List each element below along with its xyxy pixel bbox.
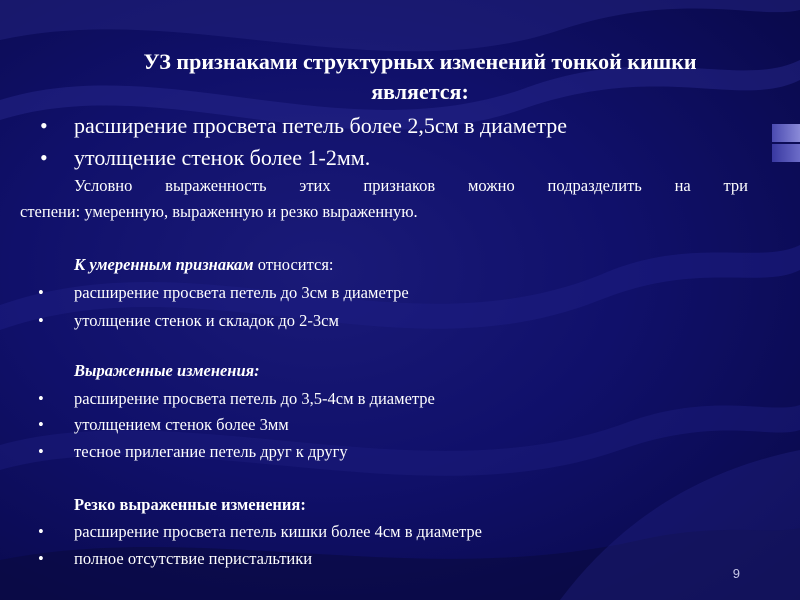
bullet-icon: • xyxy=(38,311,44,330)
pronounced-item-text: тесное прилегание петель друг к другу xyxy=(74,442,348,461)
bullet-icon: • xyxy=(40,113,48,138)
pronounced-heading xyxy=(74,360,260,382)
moderate-item-text: утолщение стенок и складок до 2-3см xyxy=(74,311,339,330)
slide-title-line-2: является: xyxy=(371,79,469,104)
moderate-heading-rest: относится: xyxy=(253,255,334,274)
bullet-icon: • xyxy=(38,549,44,568)
main-bullet-text: утолщение стенок более 1-2мм. xyxy=(74,145,371,170)
slide-title-line-1: УЗ признаками структурных изменений тонкой кишки xyxy=(143,49,697,74)
moderate-heading xyxy=(74,254,334,276)
severe-heading xyxy=(74,494,306,516)
main-bullet-text: расширение просвета петель более 2,5см в диаметре xyxy=(74,113,568,138)
bullet-icon: • xyxy=(38,415,44,434)
severe-item-text: расширение просвета петель кишки более 4см в диаметре xyxy=(74,522,482,541)
pronounced-heading-text: Выраженные изменения: xyxy=(74,361,260,380)
bullet-icon: • xyxy=(40,145,48,170)
bullet-icon: • xyxy=(38,389,44,408)
page-number: 9 xyxy=(732,566,740,581)
intro-paragraph-line-2: степени: умеренную, выраженную и резко выраженную. xyxy=(20,202,418,221)
pronounced-item-text: расширение просвета петель до 3,5-4см в диаметре xyxy=(74,389,435,408)
intro-paragraph-line-1: Условно выраженность этих признаков можно подразделить на три xyxy=(74,176,748,195)
bullet-icon: • xyxy=(38,283,44,302)
moderate-item-text: расширение просвета петель до 3см в диаметре xyxy=(74,283,409,302)
severe-item-text: полное отсутствие перистальтики xyxy=(74,549,313,568)
pronounced-item-text: утолщением стенок более 3мм xyxy=(74,415,289,434)
bullet-icon: • xyxy=(38,522,44,541)
severe-heading-text: Резко выраженные изменения: xyxy=(74,495,306,514)
bullet-icon: • xyxy=(38,442,44,461)
moderate-heading-emphasis: К умеренным признакам xyxy=(74,255,254,274)
